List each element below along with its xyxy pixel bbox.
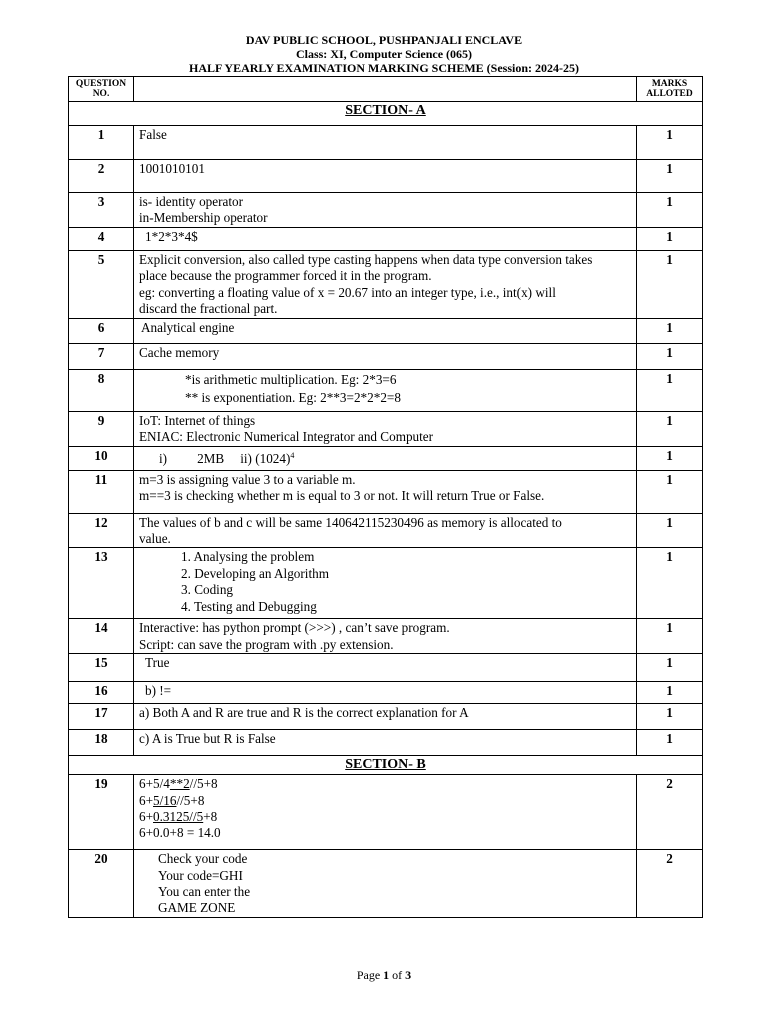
answer-cell: 6+5/4**2//5+8 6+5/16//5+8 6+0.3125//5+8 6+0.0+8 = 14.0 [134, 775, 637, 850]
table-row: 10 i) 2MB ii) $(1024)^4$ 1 [69, 446, 703, 470]
answer-cell: The values of b and c will be same 140642115230496 as memory is allocated to value. [134, 513, 637, 548]
table-row: 9 IoT: Internet of things ENIAC: Electronic Numerical Integrator and Computer 1 [69, 411, 703, 446]
answer-cell: Cache memory [134, 343, 637, 369]
table-row: 5 Explicit conversion, also called type casting happens when data type conversion takes place because the programmer forced it in the program. eg: converting a floating value of x = 20.67 into an integer type, i.e., int(x) will discard the fractional part. 1 [69, 250, 703, 318]
marks-header: MARKS ALLOTED [637, 77, 703, 102]
question-no-header: QUESTION NO. [69, 77, 134, 102]
answer-cell: b) != [134, 682, 637, 704]
answer-cell: m=3 is assigning value 3 to a variable m. m==3 is checking whether m is equal to 3 or not. It will return True or False. [134, 470, 637, 513]
answer-cell: *is arithmetic multiplication. Eg: 2*3=6 ** is exponentiation. Eg: 2**3=2*2*2=8 [134, 369, 637, 411]
table-row: 8 *is arithmetic multiplication. Eg: 2*3=6 ** is exponentiation. Eg: 2**3=2*2*2=8 1 [69, 369, 703, 411]
table-row: 17 a) Both A and R are true and R is the correct explanation for A 1 [69, 704, 703, 730]
table-row: 12 The values of b and c will be same 140642115230496 as memory is allocated to value. 1 [69, 513, 703, 548]
class-line: Class: XI, Computer Science (065) [295, 47, 473, 61]
section-a-heading: SECTION- A [69, 102, 703, 126]
section-b-heading: SECTION- B [69, 756, 703, 775]
table-row: 13 1. Analysing the problem 2. Developing an Algorithm 3. Coding 4. Testing and Debugging 1 [69, 548, 703, 619]
exam-title: HALF YEARLY EXAMINATION MARKING SCHEME (Session: 2024-25) [188, 61, 580, 75]
answer-cell: Check your code Your code=GHI You can enter the GAME ZONE [134, 850, 637, 918]
table-row: 20 Check your code Your code=GHI You can enter the GAME ZONE 2 [69, 850, 703, 918]
table-row: 16 b) != 1 [69, 682, 703, 704]
answer-cell: 1001010101 [134, 160, 637, 193]
answer-cell: a) Both A and R are true and R is the correct explanation for A [134, 704, 637, 730]
answer-cell: Interactive: has python prompt (>>>) , can’t save program. Script: can save the program with .py extension. [134, 619, 637, 654]
answer-cell: 1. Analysing the problem 2. Developing an Algorithm 3. Coding 4. Testing and Debugging [134, 548, 637, 619]
table-row: 7 Cache memory 1 [69, 343, 703, 369]
table-row: 18 c) A is True but R is False 1 [69, 730, 703, 756]
answer-cell: i) 2MB ii) $(1024)^4$ [134, 446, 637, 470]
school-name: DAV PUBLIC SCHOOL, PUSHPANJALI ENCLAVE [245, 33, 523, 47]
marking-scheme-table [68, 76, 703, 918]
page-number: Page 1 of 3 [356, 968, 412, 982]
answer-cell: c) A is True but R is False [134, 730, 637, 756]
table-row: 4 1*2*3*4$ 1 [69, 227, 703, 250]
table-row: 2 1001010101 1 [69, 160, 703, 193]
table-row: 3 is- identity operator in-Membership operator 1 [69, 193, 703, 228]
answer-cell: True [134, 654, 637, 682]
table-row: 15 True 1 [69, 654, 703, 682]
table-row: 6 Analytical engine 1 [69, 318, 703, 343]
answer-cell: Analytical engine [134, 318, 637, 343]
answer-cell: IoT: Internet of things ENIAC: Electronic Numerical Integrator and Computer [134, 411, 637, 446]
answer-cell: False [134, 126, 637, 160]
table-row: 1 False 1 [69, 126, 703, 160]
answer-cell: Explicit conversion, also called type casting happens when data type conversion takes place because the programmer forced it in the program. eg: converting a floating value of x = 20.67 into an integer type, i.e., int(x) will discard the fractional part. [134, 250, 637, 318]
table-row: 11 m=3 is assigning value 3 to a variable m. m==3 is checking whether m is equal to 3 or not. It will return True or False. 1 [69, 470, 703, 513]
answer-cell: 1*2*3*4$ [134, 227, 637, 250]
table-row: 19 6+5/4**2//5+8 6+5/16//5+8 6+0.3125//5+8 6+0.0+8 = 14.0 2 [69, 775, 703, 850]
table-row: 14 Interactive: has python prompt (>>>) , can’t save program. Script: can save the program with .py extension. 1 [69, 619, 703, 654]
answer-cell: is- identity operator in-Membership operator [134, 193, 637, 228]
